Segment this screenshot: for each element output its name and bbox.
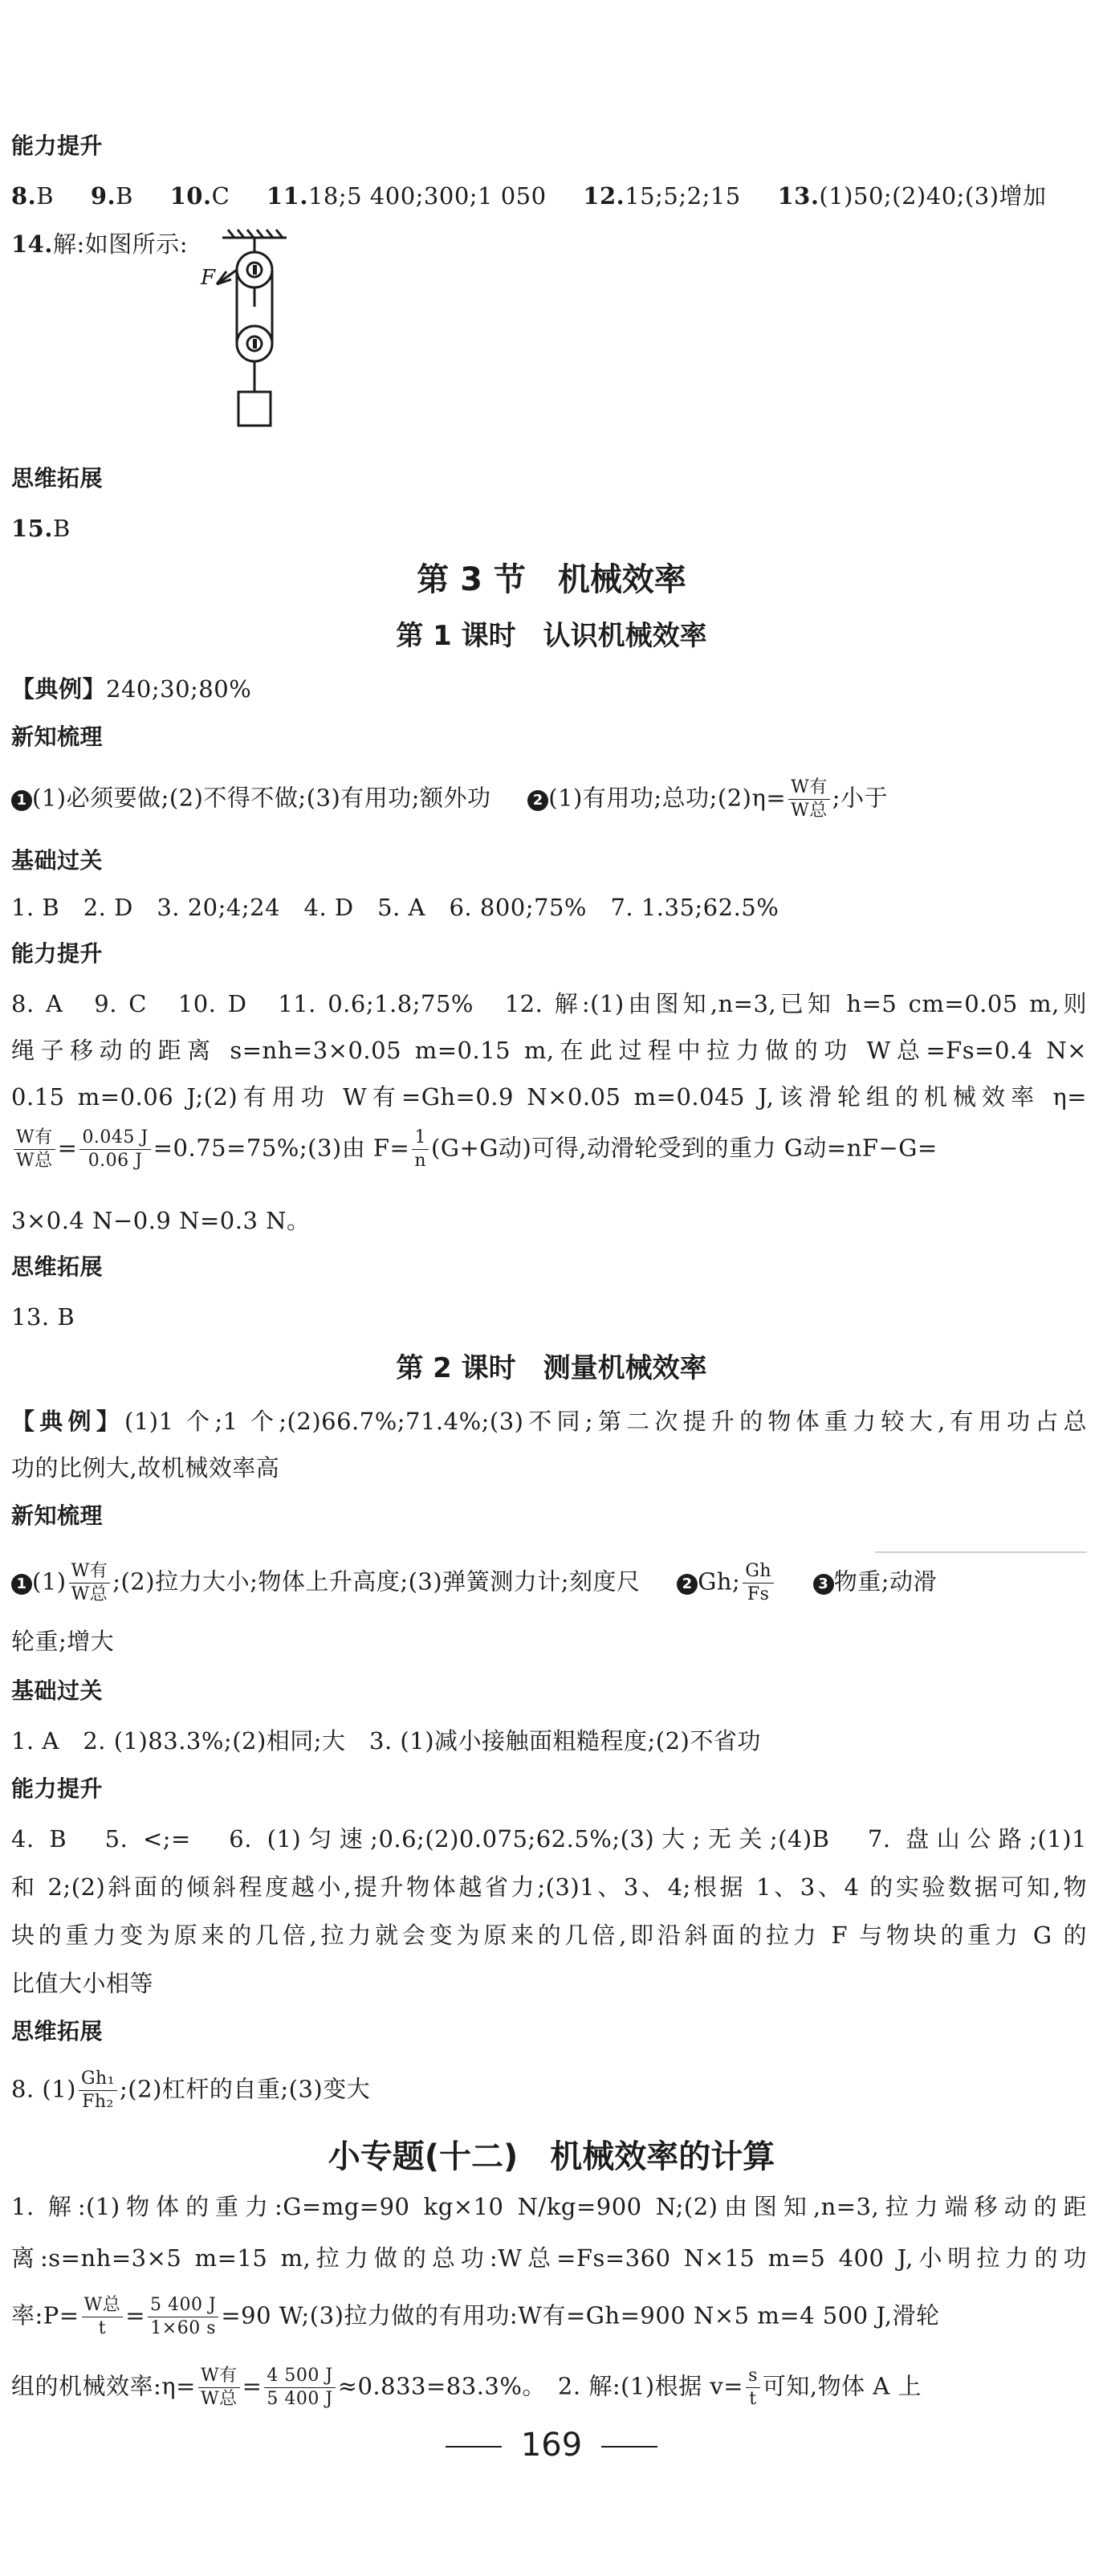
- ability2-line-2: 和 2;(2)斜面的倾斜程度越小,提升物体越省力;(3)1、3、4;根据 1、3、4 的实验数据可知,物: [11, 1873, 1087, 1901]
- section-heading-ability-2: 能力提升: [11, 940, 104, 967]
- section-heading-ability-3: 能力提升: [11, 1775, 104, 1802]
- ability-line-2: 绳子移动的距离 s=nh=3×0.05 m=0.15 m,在此过程中拉力做的功 W总=Fs=0.4 N×: [11, 1037, 1087, 1064]
- lesson-2-title: 第 2 课时 测量机械效率: [396, 1352, 707, 1384]
- ability-line-4: $\frac{\text{W有}}{\text{W总}}$ = $\frac{0.045 J}{0.06 J}$ =0.75=75%;(3)由 F= $\frac{1}{n}$ (G+G动)可得,动滑轮受到的重力 G动=nF−G=: [11, 1129, 1087, 1170]
- section-heading-basic-2: 基础过关: [11, 1677, 104, 1704]
- special-line-4: 组的机械效率:η= $\frac{\text{W有}}{\text{W总}}$ = $\frac{4 500 J}{5 400 J}$ ≈0.833=83.3%。 2. 解:(1)根据 v= $\frac{s}{t}$ 可知,物体 A 上: [11, 2366, 922, 2409]
- extension-answer-2: 8. (1) $\frac{\text{Gh₁}}{\text{Fh₂}}$ ;(2)杠杆的自重;(3)变大: [11, 2069, 371, 2112]
- special-line-1: 1. 解:(1)物体的重力:G=mg=90 kg×10 N/kg=900 N;(2)由图知,n=3,拉力端移动的距: [11, 2193, 1087, 2220]
- ability-line-1: 8. A 9. C 10. D 11. 0.6;1.8;75% 12. 解:(1)由图知,n=3,已知 h=5 cm=0.05 m,则: [11, 990, 1087, 1017]
- example-line-2b: 功的比例大,故机械效率高: [11, 1454, 280, 1482]
- ability2-line-4: 比值大小相等: [11, 1970, 154, 1997]
- answer-line-8-13: 8.B 9.B 10.C 11.18;5 400;300;1 050 12.15;5;2;15 13.(1)50;(2)40;(3)增加: [11, 182, 1047, 210]
- example-line-2: 【典例】(1)1 个;1 个;(2)66.7%;71.4%;(3)不同;第二次提升的物体重力较大,有用功占总: [11, 1408, 1087, 1435]
- basic-answers-line: 1. B 2. D 3. 20;4;24 4. D 5. A 6. 800;75% 7. 1.35;62.5%: [11, 894, 779, 921]
- new-knowledge-line-2b: 轮重;增大: [11, 1628, 115, 1655]
- lesson-1-title: 第 1 课时 认识机械效率: [396, 620, 707, 652]
- section-heading-extension: 思维拓展: [11, 465, 104, 491]
- ability-line-3: 0.15 m=0.06 J;(2)有用功 W有=Gh=0.9 N×0.05 m=0.045 J,该滑轮组的机械效率 η=: [11, 1083, 1087, 1111]
- extension-answer: 13. B: [11, 1303, 75, 1331]
- pulley-system-figure: [186, 226, 307, 443]
- section-heading-basic: 基础过关: [11, 847, 104, 874]
- new-knowledge-line-2: 1 (1) $\frac{\text{W有}}{\text{W总}}$ ;(2)拉力大小;物体上升高度;(3)弹簧测力计;刻度尺 2 Gh; $\frac{Gh}{Fs}$ 3 物重;动滑: [11, 1563, 1087, 1604]
- section-heading-new-knowledge: 新知梳理: [11, 723, 104, 750]
- new-knowledge-line: 1 (1)必须要做;(2)不得不做;(3)有用功;额外功 2 (1)有用功;总功;(2)η= $\frac{\text{W有}}{\text{W总}}$ ;小于: [11, 779, 1087, 820]
- ability2-line-3: 块的重力变为原来的几倍,拉力就会变为原来的几倍,即沿斜面的拉力 F 与物块的重力 G 的: [11, 1922, 1087, 1949]
- section-title: 第 3 节 机械效率: [417, 561, 686, 598]
- ability-line-5: 3×0.4 N−0.9 N=0.3 N。: [11, 1207, 311, 1234]
- fraction: $\frac{\text{W有}}{\text{W总}}$: [788, 779, 830, 820]
- special-topic-title: 小专题(十二) 机械效率的计算: [328, 2138, 775, 2175]
- example-line: 【典例】240;30;80%: [11, 675, 252, 703]
- basic-answers-line-2: 1. A 2. (1)83.3%;(2)相同;大 3. (1)减小接触面粗糙程度;(2)不省功: [11, 1727, 761, 1755]
- special-line-2: 离:s=nh=3×5 m=15 m,拉力做的总功:W总=Fs=360 N×15 m=5 400 J,小明拉力的功: [11, 2244, 1087, 2272]
- force-label: F: [201, 266, 216, 290]
- divider: [875, 1551, 1087, 1553]
- section-heading-extension-2: 思维拓展: [11, 1253, 104, 1280]
- special-line-3: 率:P= $\frac{\text{W总}}{t}$ = $\frac{5 400 J}{1\times 60 s}$ =90 W;(3)拉力做的有用功:W有=Gh=900 N×5 m=4 500 J,滑轮: [11, 2295, 940, 2338]
- answer-line-14: 14.解:如图所示:: [11, 230, 188, 258]
- section-heading-extension-3: 思维拓展: [11, 2018, 104, 2044]
- page-number: 169: [0, 2427, 1103, 2464]
- answer-line-15: 15.B: [11, 515, 71, 542]
- section-heading-new-knowledge-2: 新知梳理: [11, 1502, 104, 1529]
- section-heading-ability: 能力提升: [11, 132, 104, 159]
- ability2-line-1: 4. B 5. <;= 6. (1)匀速;0.6;(2)0.075;62.5%;(3)大;无关;(4)B 7. 盘山公路;(1)1: [11, 1825, 1087, 1853]
